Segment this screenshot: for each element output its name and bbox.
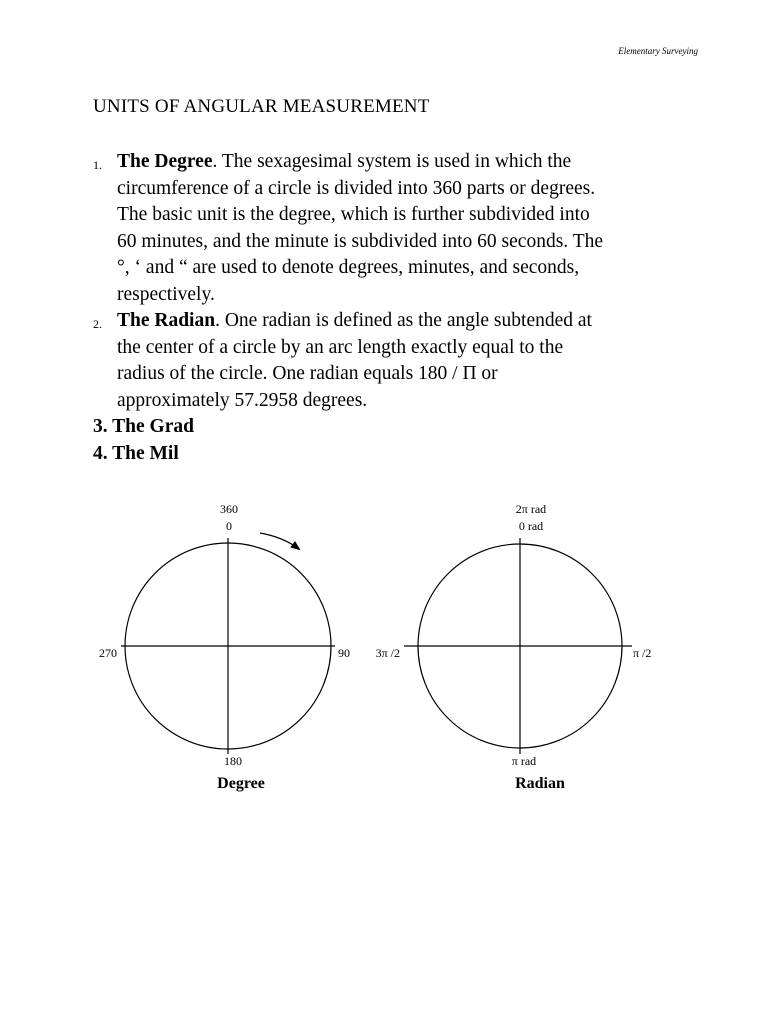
list-item-mil: 4. The Mil [93, 442, 179, 464]
radian-right-label: π /2 [633, 646, 652, 660]
radian-top-label-1: 2π rad [515, 502, 547, 516]
radian-top-label-2: 0 rad [518, 519, 544, 533]
item-text-line: approximately 57.2958 degrees. [117, 389, 368, 411]
item-term: The Radian [117, 310, 216, 331]
item-text-line: the center of a circle by an arc length exactly equal to the [117, 336, 564, 358]
item-text-line: The basic unit is the degree, which is further subdivided into [117, 204, 590, 225]
degree-top-label-2: 0 [226, 519, 232, 533]
item-text-line: . The sexagesimal system is used in which the [212, 151, 572, 172]
radian-left-label: 3π /2 [375, 646, 400, 660]
radian-caption: Radian [515, 775, 565, 792]
degree-left-label: 270 [99, 646, 117, 660]
section-title: UNITS OF ANGULAR MEASUREMENT [93, 96, 430, 117]
item-text-line: . One radian is defined as the angle subtended at [215, 310, 592, 331]
item-text-line: 60 minutes, and the minute is subdivided into 60 seconds. The [117, 230, 604, 252]
degree-bottom-label: 180 [224, 754, 242, 768]
item-text-line: respectively. [117, 283, 215, 305]
item-text-line: radius of the circle. One radian equals 180 / Π or [117, 363, 498, 384]
item-term: The Degree [117, 151, 213, 172]
degree-diagram [99, 502, 350, 792]
item-number: 1. [93, 158, 102, 172]
item-text-line: circumference of a circle is divided into 360 parts or degrees. [117, 177, 596, 199]
running-header: Elementary Surveying [618, 46, 698, 56]
degree-right-label: 90 [338, 646, 350, 660]
item-number: 2. [93, 317, 102, 331]
radian-bottom-label: π rad [511, 754, 537, 768]
list-item-grad: 3. The Grad [93, 416, 194, 437]
item-text-line: °, ‘ and “ are used to denote degrees, minutes, and seconds, [117, 257, 580, 278]
degree-caption: Degree [217, 775, 265, 792]
radian-diagram [376, 502, 652, 792]
degree-top-label-1: 360 [220, 502, 238, 516]
clockwise-arrow-icon [260, 533, 299, 549]
